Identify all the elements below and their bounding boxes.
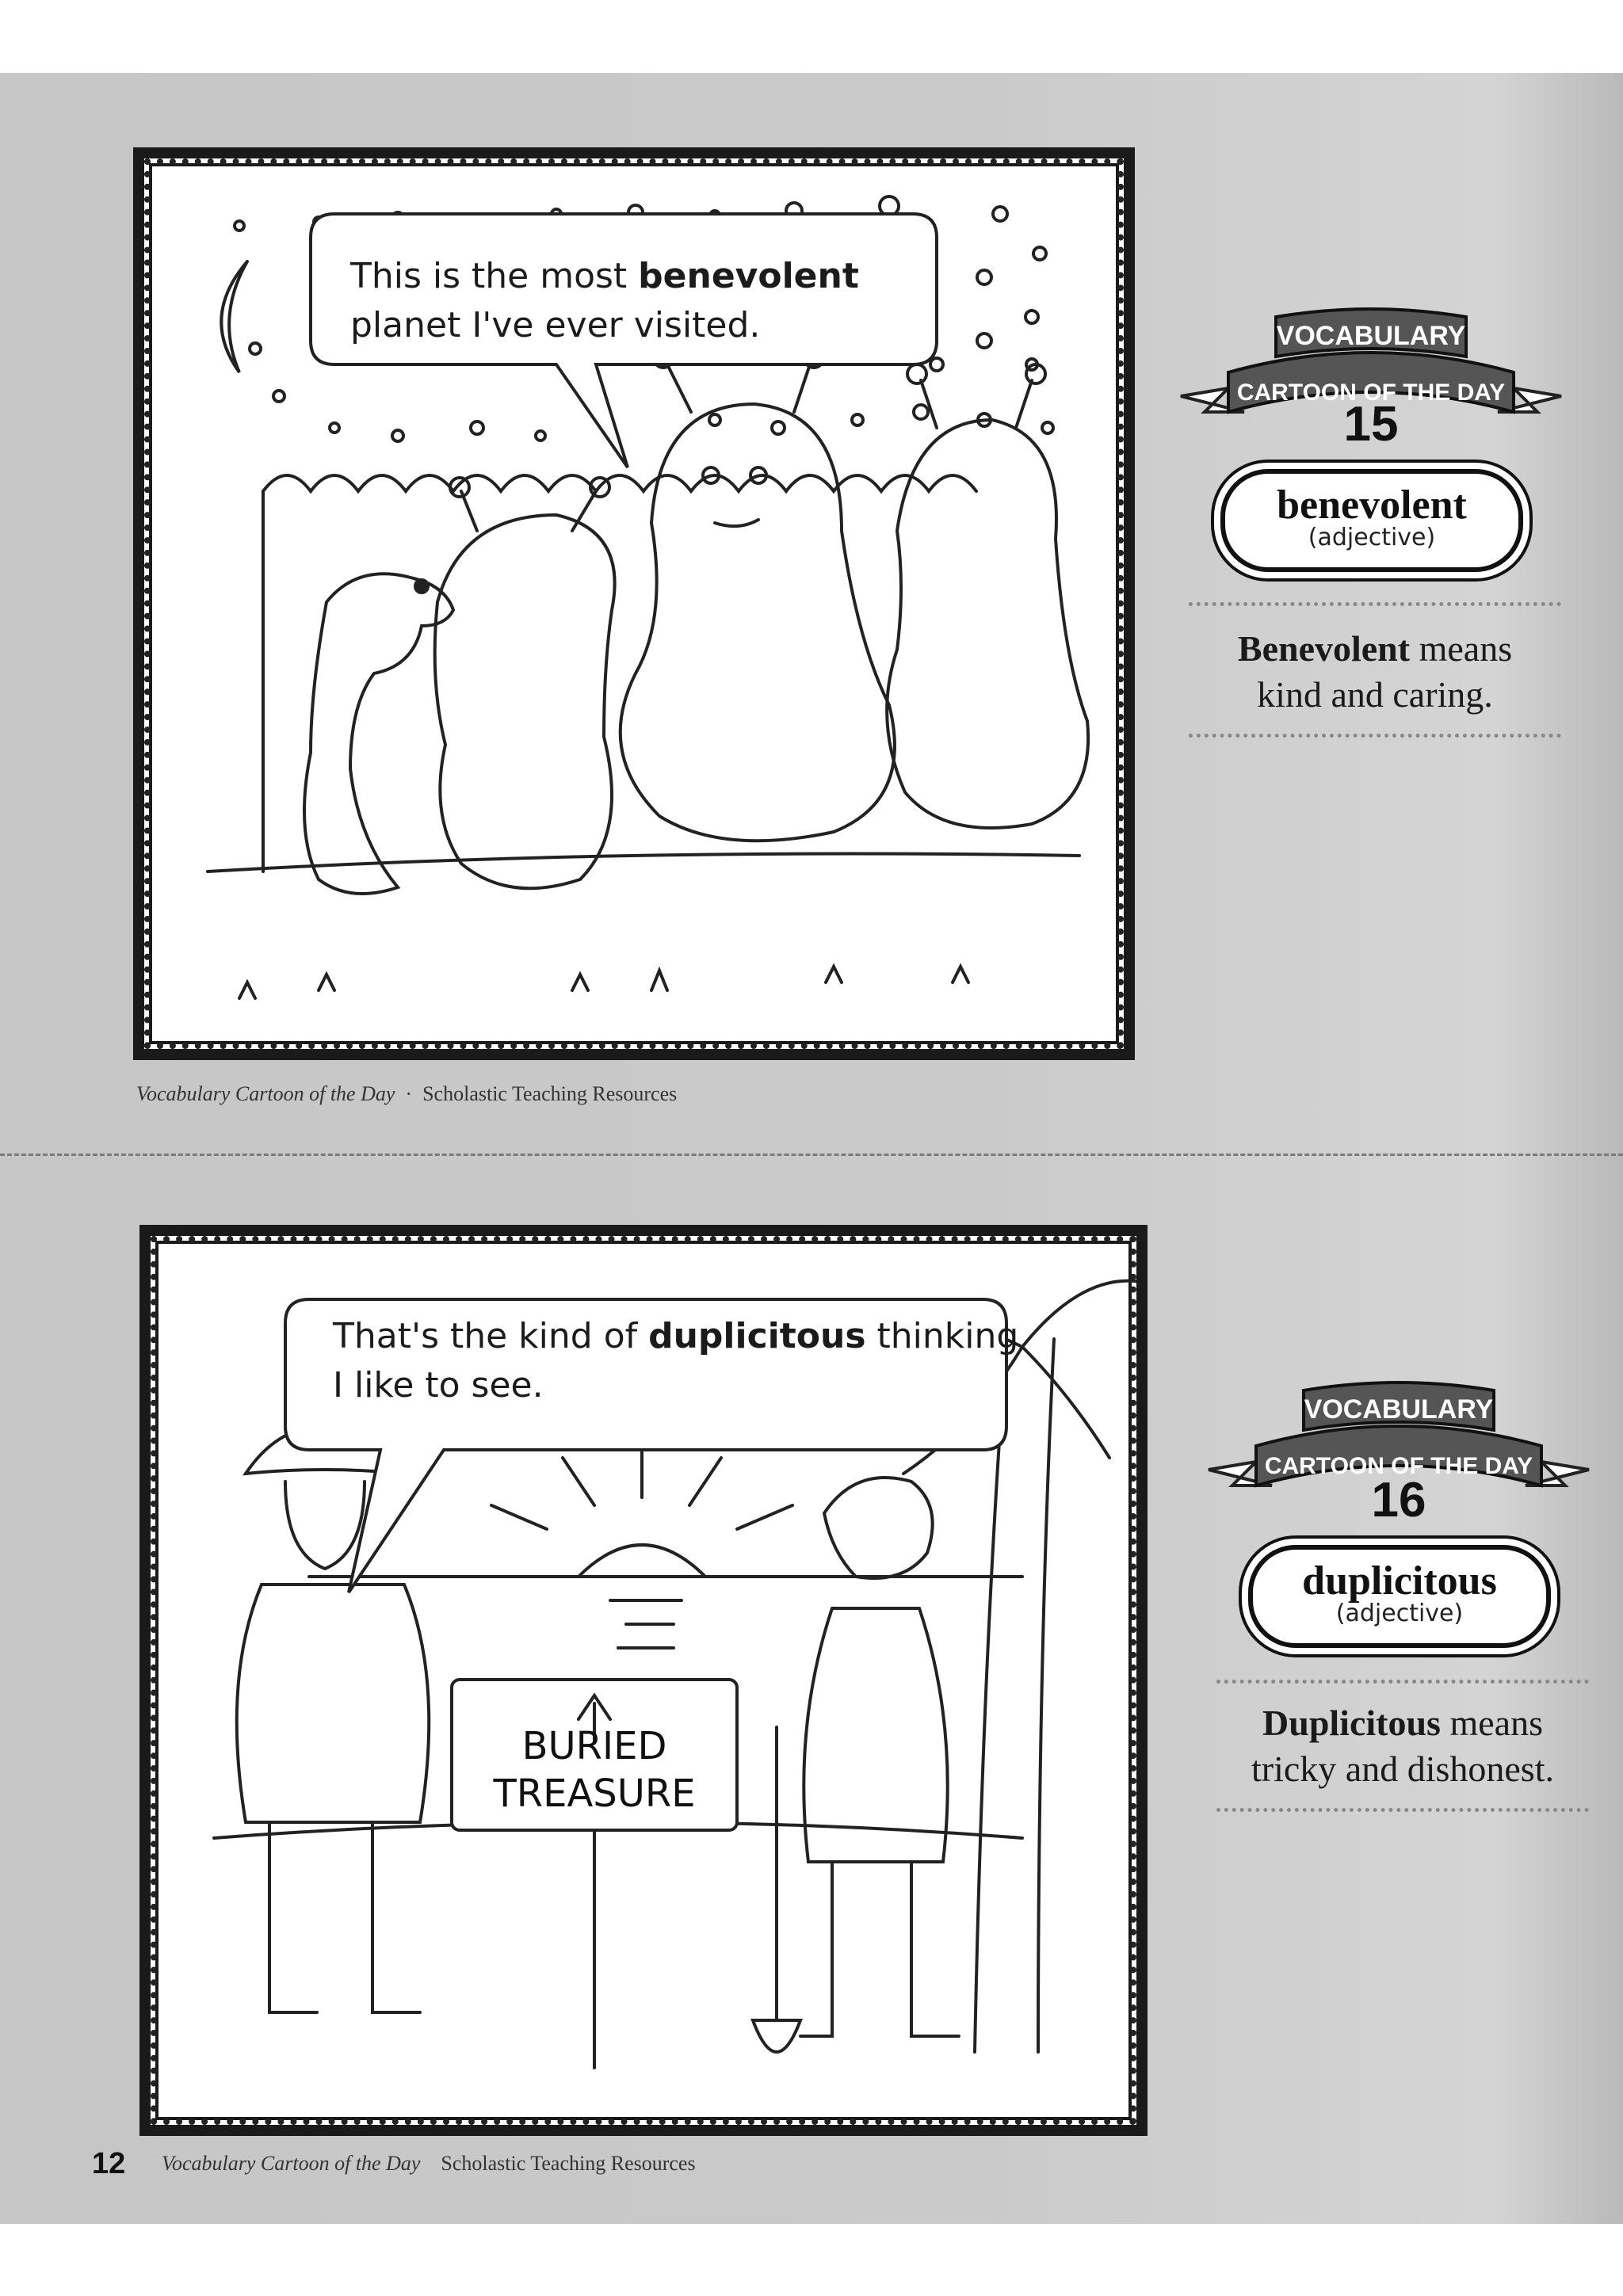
cartoon-number: 16 <box>1371 1473 1426 1527</box>
word-definition: Benevolent means kind and caring. <box>1237 628 1513 715</box>
moon-icon <box>221 261 247 372</box>
sign-text-treasure: TREASURE <box>493 1772 696 1816</box>
cartoon-panel-16 <box>139 1225 1148 2136</box>
shovel-icon <box>753 1727 800 2052</box>
vocabulary-word: duplicitous <box>1302 1558 1497 1604</box>
footer-credit: Vocabulary Cartoon of the Day · Scholastic Teaching Resources <box>136 1082 678 1105</box>
hugging-alien <box>435 515 615 888</box>
divider <box>1216 1680 1589 1684</box>
sign-text-buried: BURIED <box>521 1724 667 1768</box>
right-pirate <box>824 1478 933 1578</box>
divider <box>1189 734 1561 738</box>
vocabulary-word-box <box>1220 469 1523 572</box>
svg-text:CARTOON OF THE DAY: CARTOON OF THE DAY <box>1236 379 1506 406</box>
svg-text:VOCABULARY: VOCABULARY <box>1304 1394 1494 1425</box>
cut-line <box>0 1154 1623 1156</box>
vocabulary-word: benevolent <box>1277 482 1467 528</box>
speech-bubble-text: That's the kind of duplicitous thinking I like to see. <box>333 1316 1019 1405</box>
word-definition: Duplicitous means tricky and dishonest. <box>1251 1703 1554 1789</box>
vocabulary-word-box <box>1248 1545 1551 1648</box>
page-number: 12 <box>92 2147 126 2180</box>
left-pirate <box>285 1482 365 1569</box>
cartoon-panel-15 <box>133 147 1135 1060</box>
part-of-speech: (adjective) <box>1335 1600 1464 1627</box>
svg-text:VOCABULARY: VOCABULARY <box>1276 321 1466 351</box>
sun-icon <box>579 1545 705 1577</box>
speech-bubble-text: This is the most benevolent planet I've ever visited. <box>350 256 859 345</box>
dog <box>304 574 453 894</box>
svg-text:CARTOON OF THE DAY: CARTOON OF THE DAY <box>1264 1453 1533 1479</box>
talking-alien <box>621 404 895 841</box>
divider <box>1216 1808 1589 1812</box>
footer-credit: Vocabulary Cartoon of the Day Scholastic Teaching Resources <box>162 2152 696 2175</box>
divider <box>1189 602 1561 606</box>
part-of-speech: (adjective) <box>1308 524 1436 551</box>
cartoon-number: 15 <box>1343 397 1399 452</box>
